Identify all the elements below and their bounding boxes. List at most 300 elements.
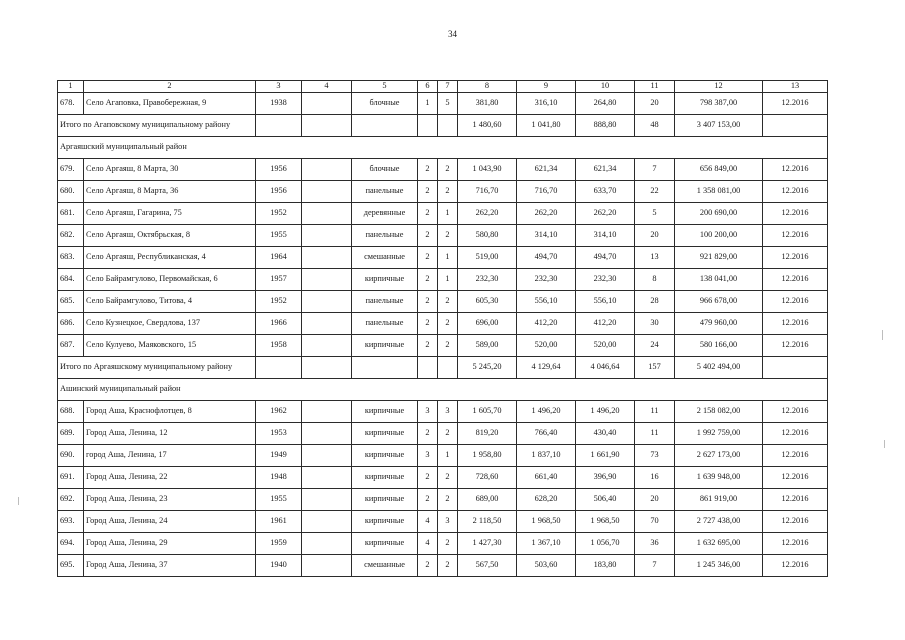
area-total-cell: 381,80 [458, 93, 517, 115]
empty-cell [438, 357, 458, 379]
row-number: 686. [58, 313, 84, 335]
floors-cell: 3 [418, 401, 438, 423]
cost-cell: 921 829,00 [675, 247, 763, 269]
total-label: Итого по Аргаяшскому муниципальному району [58, 357, 256, 379]
area-total-cell: 1 605,70 [458, 401, 517, 423]
address-cell: Город Аша, Ленина, 29 [84, 533, 256, 555]
table-row [58, 511, 828, 533]
column-number-header: 8 [458, 81, 517, 93]
row-number: 679. [58, 159, 84, 181]
area-residential-cell: 1 496,20 [576, 401, 635, 423]
cost-cell: 1 632 695,00 [675, 533, 763, 555]
empty-cell [418, 115, 438, 137]
entrances-cell: 2 [438, 555, 458, 577]
year-cell: 1955 [256, 489, 302, 511]
address-cell: Село Кулуево, Маяковского, 15 [84, 335, 256, 357]
empty-cell [302, 423, 352, 445]
row-number: 680. [58, 181, 84, 203]
table-row [58, 93, 828, 115]
total-cost-cell: 3 407 153,00 [675, 115, 763, 137]
wall-material-cell: смешанные [352, 247, 418, 269]
column-number-header: 3 [256, 81, 302, 93]
table-row [58, 335, 828, 357]
page-number: 34 [448, 29, 457, 39]
cost-cell: 798 387,00 [675, 93, 763, 115]
column-number-header: 4 [302, 81, 352, 93]
year-cell: 1959 [256, 533, 302, 555]
year-cell: 1955 [256, 225, 302, 247]
area-living-cell: 1 367,10 [517, 533, 576, 555]
cost-cell: 2 627 173,00 [675, 445, 763, 467]
floors-cell: 1 [418, 93, 438, 115]
year-cell: 1938 [256, 93, 302, 115]
deadline-cell: 12.2016 [763, 511, 828, 533]
area-living-cell: 232,30 [517, 269, 576, 291]
row-number: 691. [58, 467, 84, 489]
empty-cell [763, 357, 828, 379]
address-cell: Село Агаповка, Правобережная, 9 [84, 93, 256, 115]
housing-table [57, 80, 828, 577]
empty-cell [302, 115, 352, 137]
residents-cell: 20 [635, 93, 675, 115]
area-residential-cell: 633,70 [576, 181, 635, 203]
scan-mark [882, 330, 883, 340]
year-cell: 1956 [256, 181, 302, 203]
year-cell: 1952 [256, 203, 302, 225]
floors-cell: 2 [418, 335, 438, 357]
entrances-cell: 2 [438, 423, 458, 445]
empty-cell [302, 511, 352, 533]
row-number: 688. [58, 401, 84, 423]
area-total-cell: 605,30 [458, 291, 517, 313]
deadline-cell: 12.2016 [763, 159, 828, 181]
address-cell: Село Аргаяш, Октябрьская, 8 [84, 225, 256, 247]
area-residential-cell: 506,40 [576, 489, 635, 511]
table-row [58, 225, 828, 247]
area-total-cell: 819,20 [458, 423, 517, 445]
cost-cell: 966 678,00 [675, 291, 763, 313]
residents-cell: 20 [635, 489, 675, 511]
column-number-header: 6 [418, 81, 438, 93]
column-number-header: 12 [675, 81, 763, 93]
floors-cell: 2 [418, 489, 438, 511]
year-cell: 1940 [256, 555, 302, 577]
residents-cell: 22 [635, 181, 675, 203]
deadline-cell: 12.2016 [763, 467, 828, 489]
floors-cell: 2 [418, 269, 438, 291]
cost-cell: 100 200,00 [675, 225, 763, 247]
empty-cell [256, 115, 302, 137]
deadline-cell: 12.2016 [763, 445, 828, 467]
floors-cell: 2 [418, 555, 438, 577]
table-row [58, 291, 828, 313]
empty-cell [302, 93, 352, 115]
area-total-cell: 716,70 [458, 181, 517, 203]
year-cell: 1956 [256, 159, 302, 181]
row-number: 678. [58, 93, 84, 115]
deadline-cell: 12.2016 [763, 313, 828, 335]
deadline-cell: 12.2016 [763, 401, 828, 423]
row-number: 694. [58, 533, 84, 555]
residents-cell: 7 [635, 159, 675, 181]
total-row [58, 357, 828, 379]
wall-material-cell: блочные [352, 159, 418, 181]
entrances-cell: 2 [438, 313, 458, 335]
wall-material-cell: кирпичные [352, 269, 418, 291]
residents-cell: 5 [635, 203, 675, 225]
entrances-cell: 2 [438, 291, 458, 313]
row-number: 683. [58, 247, 84, 269]
area-residential-cell: 232,30 [576, 269, 635, 291]
address-cell: Город Аша, Ленина, 22 [84, 467, 256, 489]
entrances-cell: 3 [438, 401, 458, 423]
cost-cell: 2 158 082,00 [675, 401, 763, 423]
table-row [58, 555, 828, 577]
floors-cell: 4 [418, 533, 438, 555]
column-number-header: 11 [635, 81, 675, 93]
wall-material-cell: кирпичные [352, 489, 418, 511]
row-number: 695. [58, 555, 84, 577]
area-living-cell: 628,20 [517, 489, 576, 511]
entrances-cell: 1 [438, 445, 458, 467]
area-residential-cell: 494,70 [576, 247, 635, 269]
deadline-cell: 12.2016 [763, 93, 828, 115]
table-row [58, 467, 828, 489]
total-area-cell: 5 245,20 [458, 357, 517, 379]
floors-cell: 2 [418, 313, 438, 335]
address-cell: Город Аша, Краснофлотцев, 8 [84, 401, 256, 423]
table-row [58, 489, 828, 511]
empty-cell [302, 313, 352, 335]
entrances-cell: 1 [438, 247, 458, 269]
area-residential-cell: 264,80 [576, 93, 635, 115]
empty-cell [302, 357, 352, 379]
year-cell: 1949 [256, 445, 302, 467]
area-residential-cell: 556,10 [576, 291, 635, 313]
empty-cell [302, 489, 352, 511]
address-cell: Город Аша, Ленина, 12 [84, 423, 256, 445]
empty-cell [302, 159, 352, 181]
row-number: 682. [58, 225, 84, 247]
address-cell: Город Аша, Ленина, 23 [84, 489, 256, 511]
floors-cell: 2 [418, 291, 438, 313]
table-header-row [58, 81, 828, 93]
table-row [58, 203, 828, 225]
area-total-cell: 580,80 [458, 225, 517, 247]
wall-material-cell: деревянные [352, 203, 418, 225]
deadline-cell: 12.2016 [763, 533, 828, 555]
deadline-cell: 12.2016 [763, 291, 828, 313]
scan-mark [18, 497, 19, 505]
residents-cell: 36 [635, 533, 675, 555]
cost-cell: 1 992 759,00 [675, 423, 763, 445]
area-total-cell: 1 043,90 [458, 159, 517, 181]
area-living-cell: 314,10 [517, 225, 576, 247]
empty-cell [302, 467, 352, 489]
wall-material-cell: блочные [352, 93, 418, 115]
total-label: Итого по Агаповскому муниципальному району [58, 115, 256, 137]
area-total-cell: 262,20 [458, 203, 517, 225]
residents-cell: 28 [635, 291, 675, 313]
total-area-living-cell: 1 041,80 [517, 115, 576, 137]
wall-material-cell: панельные [352, 291, 418, 313]
total-row [58, 115, 828, 137]
entrances-cell: 1 [438, 203, 458, 225]
year-cell: 1964 [256, 247, 302, 269]
column-number-header: 13 [763, 81, 828, 93]
area-total-cell: 2 118,50 [458, 511, 517, 533]
area-residential-cell: 412,20 [576, 313, 635, 335]
row-number: 692. [58, 489, 84, 511]
empty-cell [302, 225, 352, 247]
column-number-header: 5 [352, 81, 418, 93]
residents-cell: 13 [635, 247, 675, 269]
total-area-residential-cell: 4 046,64 [576, 357, 635, 379]
area-total-cell: 728,60 [458, 467, 517, 489]
empty-cell [302, 247, 352, 269]
address-cell: город Аша, Ленина, 17 [84, 445, 256, 467]
column-number-header: 10 [576, 81, 635, 93]
year-cell: 1958 [256, 335, 302, 357]
address-cell: Город Аша, Ленина, 37 [84, 555, 256, 577]
district-row [58, 379, 828, 401]
area-total-cell: 232,30 [458, 269, 517, 291]
entrances-cell: 2 [438, 467, 458, 489]
floors-cell: 4 [418, 511, 438, 533]
address-cell: Село Байрамгулово, Первомайская, 6 [84, 269, 256, 291]
wall-material-cell: панельные [352, 313, 418, 335]
empty-cell [302, 401, 352, 423]
row-number: 687. [58, 335, 84, 357]
area-living-cell: 661,40 [517, 467, 576, 489]
cost-cell: 1 639 948,00 [675, 467, 763, 489]
floors-cell: 3 [418, 445, 438, 467]
year-cell: 1948 [256, 467, 302, 489]
entrances-cell: 2 [438, 181, 458, 203]
residents-cell: 16 [635, 467, 675, 489]
area-residential-cell: 1 968,50 [576, 511, 635, 533]
empty-cell [302, 445, 352, 467]
deadline-cell: 12.2016 [763, 247, 828, 269]
year-cell: 1953 [256, 423, 302, 445]
address-cell: Город Аша, Ленина, 24 [84, 511, 256, 533]
area-living-cell: 716,70 [517, 181, 576, 203]
wall-material-cell: кирпичные [352, 511, 418, 533]
area-living-cell: 316,10 [517, 93, 576, 115]
area-residential-cell: 314,10 [576, 225, 635, 247]
cost-cell: 861 919,00 [675, 489, 763, 511]
empty-cell [352, 357, 418, 379]
row-number: 693. [58, 511, 84, 533]
empty-cell [302, 533, 352, 555]
empty-cell [418, 357, 438, 379]
floors-cell: 2 [418, 203, 438, 225]
area-living-cell: 766,40 [517, 423, 576, 445]
area-living-cell: 503,60 [517, 555, 576, 577]
area-residential-cell: 183,80 [576, 555, 635, 577]
column-number-header: 1 [58, 81, 84, 93]
residents-cell: 7 [635, 555, 675, 577]
cost-cell: 656 849,00 [675, 159, 763, 181]
entrances-cell: 1 [438, 269, 458, 291]
cost-cell: 580 166,00 [675, 335, 763, 357]
area-residential-cell: 520,00 [576, 335, 635, 357]
total-residents-cell: 157 [635, 357, 675, 379]
area-living-cell: 1 837,10 [517, 445, 576, 467]
table-row [58, 313, 828, 335]
year-cell: 1952 [256, 291, 302, 313]
address-cell: Село Аргаяш, Республиканская, 4 [84, 247, 256, 269]
year-cell: 1966 [256, 313, 302, 335]
residents-cell: 24 [635, 335, 675, 357]
entrances-cell: 5 [438, 93, 458, 115]
wall-material-cell: кирпичные [352, 533, 418, 555]
total-residents-cell: 48 [635, 115, 675, 137]
table-row [58, 269, 828, 291]
wall-material-cell: кирпичные [352, 467, 418, 489]
area-residential-cell: 1 056,70 [576, 533, 635, 555]
total-area-living-cell: 4 129,64 [517, 357, 576, 379]
address-cell: Село Кузнецкое, Свердлова, 137 [84, 313, 256, 335]
cost-cell: 1 245 346,00 [675, 555, 763, 577]
district-name: Ашинский муниципальный район [58, 379, 828, 401]
floors-cell: 2 [418, 423, 438, 445]
column-number-header: 9 [517, 81, 576, 93]
deadline-cell: 12.2016 [763, 555, 828, 577]
empty-cell [302, 269, 352, 291]
district-name: Аргаяшский муниципальный район [58, 137, 828, 159]
wall-material-cell: кирпичные [352, 423, 418, 445]
floors-cell: 2 [418, 467, 438, 489]
deadline-cell: 12.2016 [763, 203, 828, 225]
wall-material-cell: панельные [352, 181, 418, 203]
residents-cell: 73 [635, 445, 675, 467]
deadline-cell: 12.2016 [763, 225, 828, 247]
residents-cell: 8 [635, 269, 675, 291]
row-number: 690. [58, 445, 84, 467]
total-cost-cell: 5 402 494,00 [675, 357, 763, 379]
empty-cell [302, 555, 352, 577]
empty-cell [763, 115, 828, 137]
entrances-cell: 2 [438, 159, 458, 181]
table-row [58, 423, 828, 445]
entrances-cell: 2 [438, 489, 458, 511]
area-living-cell: 621,34 [517, 159, 576, 181]
area-total-cell: 567,50 [458, 555, 517, 577]
wall-material-cell: смешанные [352, 555, 418, 577]
cost-cell: 138 041,00 [675, 269, 763, 291]
empty-cell [302, 291, 352, 313]
area-residential-cell: 621,34 [576, 159, 635, 181]
year-cell: 1962 [256, 401, 302, 423]
address-cell: Село Аргаяш, 8 Марта, 36 [84, 181, 256, 203]
cost-cell: 200 690,00 [675, 203, 763, 225]
residents-cell: 30 [635, 313, 675, 335]
deadline-cell: 12.2016 [763, 335, 828, 357]
wall-material-cell: кирпичные [352, 335, 418, 357]
area-living-cell: 520,00 [517, 335, 576, 357]
area-living-cell: 1 968,50 [517, 511, 576, 533]
cost-cell: 1 358 081,00 [675, 181, 763, 203]
area-residential-cell: 262,20 [576, 203, 635, 225]
area-living-cell: 412,20 [517, 313, 576, 335]
year-cell: 1961 [256, 511, 302, 533]
wall-material-cell: кирпичные [352, 401, 418, 423]
area-residential-cell: 396,90 [576, 467, 635, 489]
area-total-cell: 696,00 [458, 313, 517, 335]
residents-cell: 20 [635, 225, 675, 247]
area-residential-cell: 1 661,90 [576, 445, 635, 467]
row-number: 684. [58, 269, 84, 291]
area-living-cell: 262,20 [517, 203, 576, 225]
area-living-cell: 1 496,20 [517, 401, 576, 423]
area-residential-cell: 430,40 [576, 423, 635, 445]
address-cell: Село Аргаяш, 8 Марта, 30 [84, 159, 256, 181]
deadline-cell: 12.2016 [763, 423, 828, 445]
floors-cell: 2 [418, 247, 438, 269]
empty-cell [302, 335, 352, 357]
table-row [58, 247, 828, 269]
address-cell: Село Байрамгулово, Титова, 4 [84, 291, 256, 313]
area-total-cell: 1 427,30 [458, 533, 517, 555]
area-living-cell: 494,70 [517, 247, 576, 269]
scan-mark [884, 440, 885, 448]
entrances-cell: 3 [438, 511, 458, 533]
table-row [58, 401, 828, 423]
entrances-cell: 2 [438, 225, 458, 247]
empty-cell [302, 203, 352, 225]
table-row [58, 181, 828, 203]
area-total-cell: 689,00 [458, 489, 517, 511]
deadline-cell: 12.2016 [763, 269, 828, 291]
floors-cell: 2 [418, 225, 438, 247]
empty-cell [302, 181, 352, 203]
cost-cell: 2 727 438,00 [675, 511, 763, 533]
address-cell: Село Аргаяш, Гагарина, 75 [84, 203, 256, 225]
residents-cell: 11 [635, 401, 675, 423]
wall-material-cell: панельные [352, 225, 418, 247]
entrances-cell: 2 [438, 533, 458, 555]
entrances-cell: 2 [438, 335, 458, 357]
table-row [58, 159, 828, 181]
cost-cell: 479 960,00 [675, 313, 763, 335]
row-number: 681. [58, 203, 84, 225]
floors-cell: 2 [418, 159, 438, 181]
table-row [58, 533, 828, 555]
floors-cell: 2 [418, 181, 438, 203]
row-number: 685. [58, 291, 84, 313]
column-number-header: 7 [438, 81, 458, 93]
row-number: 689. [58, 423, 84, 445]
area-living-cell: 556,10 [517, 291, 576, 313]
residents-cell: 11 [635, 423, 675, 445]
empty-cell [352, 115, 418, 137]
deadline-cell: 12.2016 [763, 489, 828, 511]
table-row [58, 445, 828, 467]
total-area-residential-cell: 888,80 [576, 115, 635, 137]
deadline-cell: 12.2016 [763, 181, 828, 203]
year-cell: 1957 [256, 269, 302, 291]
column-number-header: 2 [84, 81, 256, 93]
area-total-cell: 589,00 [458, 335, 517, 357]
area-total-cell: 519,00 [458, 247, 517, 269]
residents-cell: 70 [635, 511, 675, 533]
wall-material-cell: кирпичные [352, 445, 418, 467]
district-row [58, 137, 828, 159]
area-total-cell: 1 958,80 [458, 445, 517, 467]
empty-cell [256, 357, 302, 379]
empty-cell [438, 115, 458, 137]
